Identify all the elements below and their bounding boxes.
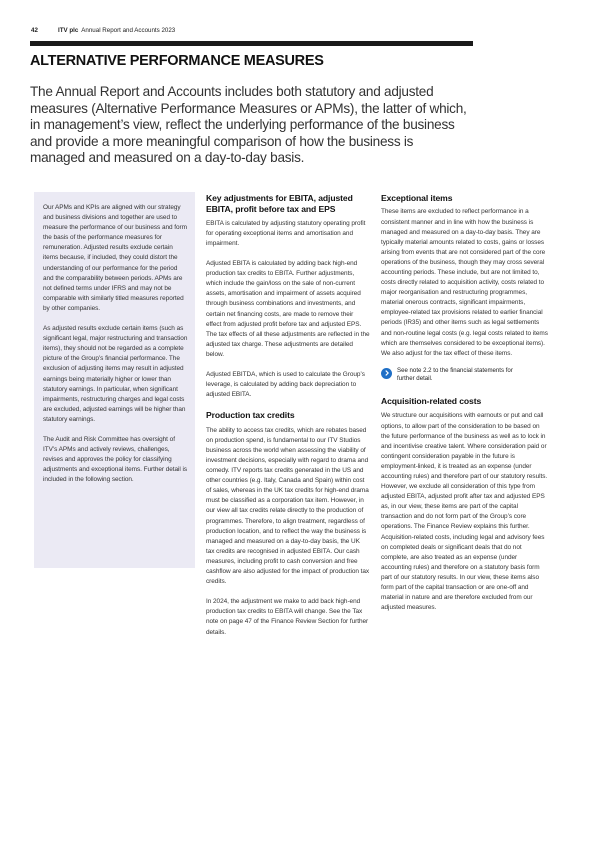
header-rule xyxy=(30,41,473,46)
body-paragraph: EBITA is calculated by adjusting statutory operating profit for operating exceptional items and amortisation and impairment. xyxy=(206,219,366,247)
sidebox-paragraph: Our APMs and KPIs are aligned with our strategy and business divisions and together are used to measure the performance of our business and form the basis of the performance measures for remuneration. Adjusted results exclude certain items because, if included, they could distort the understanding of our performance for the period and the comparability between periods. APMs are not defined terms under IFRS and may not be comparable with similarly titled measures reported by other companies. xyxy=(43,204,187,312)
apm-sidebox xyxy=(34,192,195,568)
page-header xyxy=(31,27,175,34)
sidebox-paragraph: The Audit and Risk Committee has oversight of ITV’s APMs and actively reviews, challenges, revises and approves the policy for classifying adjustments and exceptional items. Further detail is included in the following section. xyxy=(43,435,188,484)
section-heading-production-tax-credits: Production tax credits xyxy=(206,410,295,421)
body-paragraph: Adjusted EBITDA, which is used to calculate the Group’s leverage, is calculated by adding back depreciation to adjusted EBITA. xyxy=(206,371,365,399)
report-title: Annual Report and Accounts 2023 xyxy=(81,27,176,34)
brand-name: ITV plc xyxy=(58,27,79,34)
intro-paragraph: The Annual Report and Accounts includes both statutory and adjusted measures (Alternative Performance Measures or APMs), the latter of which, in management’s view, reflect the underlying performance of the business and provide a more meaningful comparison of how the business is managed and measured on a day-to-day basis. xyxy=(30,84,467,166)
body-paragraph: In 2024, the adjustment we make to add back high-end production tax credits to EBITA will change. See the Tax note on page 47 of the Finance Review Section for further details. xyxy=(206,598,369,636)
column-exceptional-items xyxy=(381,193,549,623)
sidebox-paragraph: As adjusted results exclude certain items (such as significant legal, major restructuring and transaction items), they should not be regarded as a complete picture of the Group’s financial performance. The exclusion of adjusting items may result in adjusted earnings being materially higher or lower than statutory earnings. In particular, when significant impairments, restructuring charges and legal costs are excluded, adjusted earnings will be higher than statutory earnings. xyxy=(43,325,188,423)
section-heading-key-adjustments: Key adjustments for EBITA, adjusted EBITA, profit before tax and EPS xyxy=(206,193,353,215)
section-heading-exceptional-items: Exceptional items xyxy=(381,193,453,203)
body-paragraph: The ability to access tax credits, which are rebates based on production spend, is fundamental to our ITV Studios business across the world when assessing the viability of investment decisions, especially with regard to drama and comedy. ITV reports tax credits generated in the US and other countries (e.g. Italy, Canada and Spain) within cost of sales, whereas in the UK tax credits for high-end drama must be classified as a corporation tax item. However, in our view all tax credits relate directly to the production of programmes. Therefore, to align treatment, regardless of production location, and to reflect the way the business is managed and measured on a day-to-day basis, the UK tax credits are recognised in adjusted EBITA. Our cash measures, including profit to cash conversion and free cashflow are also adjusted for the impact of production tax credits. xyxy=(206,426,370,586)
page-title: ALTERNATIVE PERFORMANCE MEASURES xyxy=(30,53,324,69)
see-note-text: See note 2.2 to the financial statements for further detail. xyxy=(397,366,513,383)
body-paragraph: Adjusted EBITA is calculated by adding back high-end production tax credits to EBITA. Further adjustments, which include the gain/loss on the sale of non-current assets, amortisation and impairment of assets acquired through business combinations and investments, and certain net financing costs, are made to remove their effect from adjusted profit before tax and adjusted EPS. The tax effects of all these adjustments are reflected in the adjusted tax charge. These adjustments are detailed below. xyxy=(206,260,370,358)
column-key-adjustments xyxy=(206,193,370,648)
chevron-right-circle-icon xyxy=(381,368,392,379)
body-paragraph: These items are excluded to reflect performance in a consistent manner and in line with how the business is managed and measured on a day-to-day basis. They are typically material amounts related to costs, gains or losses arising from events that are not considered part of the core operations of the business, though they may cross several accounting periods. These include, but are not limited to, costs directly related to acquisition activity, costs related to major reorganisation and restructuring programmes, material onerous contracts, significant impairments, employee-related tax provisions related to earlier financial periods (IR35) and other items such as legal settlements and non-routine legal costs (e.g. legal costs related to items which are themselves considered to be exceptional items). We also adjust for the tax effect of these items. xyxy=(381,208,548,357)
section-heading-acquisition-costs: Acquisition-related costs xyxy=(381,396,482,406)
see-note-link[interactable] xyxy=(381,367,549,384)
body-paragraph: We structure our acquisitions with earnouts or put and call options, to allow part of the consideration to be based on the future performance of the business as well as to lock in and incentivise creative talent. Where consideration paid or contingent consideration payable in the future is employment-linked, it is treated as an expense (under accounting rules) and therefore part of our statutory results. However, we exclude all consideration of this type from adjusted EBITA, adjusted profit after tax and adjusted EPS as, in our view, these items are part of the capital transaction and do not form part of the Group’s core operations. The Finance Review explains this further. Acquisition-related costs, including legal and advisory fees on completed deals or significant deals that do not complete, are also treated as an expense (under accounting rules) and therefore on a statutory basis form part of our statutory results. In our view, these items also form part of the capital transaction or are one-off and material in nature and are therefore excluded from our adjusted measures. xyxy=(381,412,548,612)
page-number: 42 xyxy=(31,27,38,34)
